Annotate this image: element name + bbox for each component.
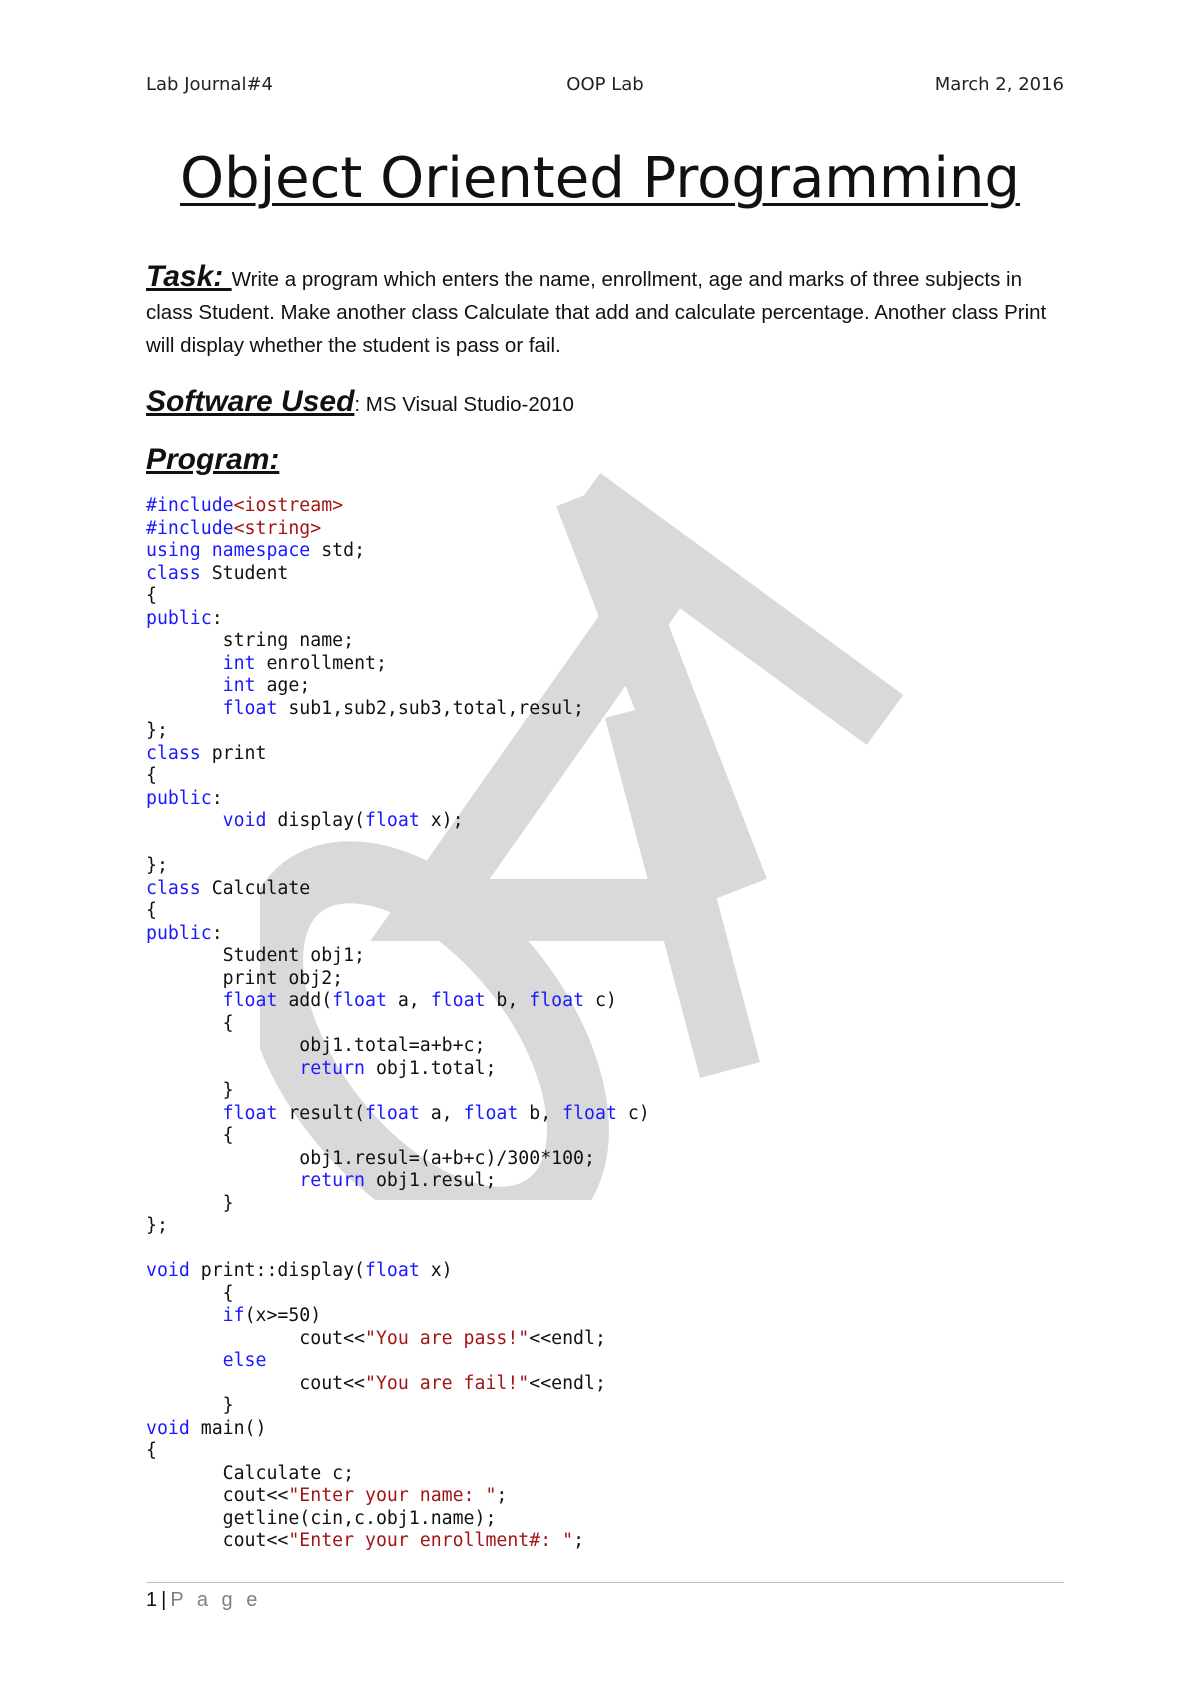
code-line [146,653,1066,676]
code-text: <<endl; [529,1372,606,1394]
code-text: obj1.resul; [365,1170,497,1191]
code-text: x) [419,1260,453,1281]
code-text [146,1170,299,1191]
page-footer [146,1589,261,1612]
code-line [146,585,1066,608]
code-string: "Enter your name: " [288,1485,497,1506]
code-keyword: float [365,1260,420,1281]
code-line [146,698,1066,721]
code-text: Student [200,562,289,584]
software-value: MS Visual Studio-2010 [360,393,574,416]
code-text: } [146,1080,234,1101]
code-text: b, [518,1102,563,1124]
code-line [146,878,1066,901]
code-string: "You are fail!" [365,1372,530,1394]
code-line [146,990,1066,1013]
code-text: }; [146,720,168,741]
code-string: <iostream> [233,495,344,516]
code-keyword: public [146,607,212,629]
code-keyword: float [222,1102,278,1124]
code-keyword: namespace [211,540,311,561]
code-text [146,675,223,696]
code-text: b, [485,990,530,1011]
software-separator: : [354,393,361,416]
code-text: : [211,922,223,944]
code-line [146,765,1066,788]
code-keyword: #include [146,495,234,516]
code-text: }; [146,855,168,876]
code-text: }; [146,1215,168,1236]
code-keyword: if [222,1305,245,1326]
code-keyword: using [146,540,201,561]
code-keyword: return [299,1170,366,1191]
code-text [146,810,223,831]
code-text: { [146,1012,234,1034]
code-line [146,810,1066,833]
code-text: add( [277,990,333,1011]
code-text: getline(cin,c.obj1.name); [146,1507,497,1529]
code-line [146,720,1066,743]
code-text: cout<< [146,1485,289,1506]
code-text: print [200,742,267,764]
code-text: Calculate [200,877,311,899]
page-header [146,74,1064,100]
code-text [146,653,223,674]
code-keyword: float [365,810,420,831]
task-label: Task: [146,260,232,293]
code-text: { [146,1440,157,1461]
code-text [146,1058,299,1079]
code-line [146,1058,1066,1081]
code-keyword: int [222,675,256,696]
code-text: c) [616,1102,650,1124]
code-keyword: class [146,562,201,584]
code-line [146,968,1066,991]
code-line [146,563,1066,586]
code-keyword: public [146,922,212,944]
code-text: : [211,607,223,629]
code-keyword: return [299,1057,366,1079]
code-text: string name; [146,630,355,651]
code-text: print obj2; [146,967,344,989]
code-text: ; [573,1530,585,1551]
code-keyword: else [222,1350,267,1371]
header-left-text: Lab Journal#4 [146,74,273,95]
code-line [146,1508,1066,1531]
code-line [146,1283,1066,1306]
code-text: a, [419,1102,464,1124]
code-text: obj1.resul=(a+b+c)/300*100; [146,1147,595,1169]
code-line [146,1418,1066,1441]
code-line [146,495,1066,518]
code-text: { [146,1282,234,1304]
code-line [146,1193,1066,1216]
code-text: std; [310,540,366,561]
code-line [146,1350,1066,1373]
code-line [146,1238,1066,1261]
code-text: <<endl; [529,1327,606,1349]
software-label: Software Used [146,385,355,418]
code-text: } [146,1395,234,1416]
code-keyword: float [222,697,278,719]
page-number: 1 [146,1589,158,1611]
code-keyword: float [332,990,387,1011]
code-line [146,833,1066,856]
code-text: { [146,765,157,786]
header-center-text: OOP Lab [566,74,644,95]
code-text [146,1103,223,1124]
code-text: : [211,787,223,809]
code-line [146,1485,1066,1508]
code-line [146,1125,1066,1148]
code-text: obj1.total; [365,1057,497,1079]
code-line [146,1215,1066,1238]
code-text: } [146,1192,234,1214]
code-text: x); [419,810,464,831]
task-paragraph [146,260,1066,362]
code-keyword: float [430,990,486,1011]
code-line [146,1035,1066,1058]
code-line [146,1103,1066,1126]
code-keyword: float [222,990,278,1011]
code-line [146,1440,1066,1463]
code-block [146,495,1066,1553]
footer-divider [146,1582,1064,1583]
code-text: { [146,585,157,606]
code-text [146,1305,223,1326]
code-text [146,990,223,1011]
code-keyword: class [146,877,201,899]
document-title-text: Object Oriented Programming [180,146,1020,211]
software-used [146,382,1066,425]
code-line [146,1170,1066,1193]
header-date: March 2, 2016 [934,74,1064,95]
code-keyword: float [365,1102,420,1124]
code-line [146,675,1066,698]
code-text [146,1350,223,1371]
code-line [146,1080,1066,1103]
code-text: (x>=50) [244,1305,322,1326]
code-text: Calculate c; [146,1462,355,1484]
code-text: ; [496,1485,508,1506]
code-keyword: #include [146,517,234,539]
code-text: obj1.total=a+b+c; [146,1035,486,1056]
code-text: result( [277,1102,366,1124]
code-keyword: public [146,787,212,809]
code-text: { [146,900,157,921]
task-text: Write a program which enters the name, enrollment, age and marks of three subjects in class Student. Make another class Calculate that add and calculate percentage. Another class Print will display whether the student is pass or fail. [146,268,1047,357]
code-text [201,540,212,561]
code-string: "You are pass!" [365,1327,530,1349]
code-line [146,630,1066,653]
code-line [146,900,1066,923]
code-keyword: void [146,1260,190,1281]
code-text: cout<< [146,1327,365,1349]
code-text: cout<< [146,1530,289,1551]
code-string: <string> [233,517,322,539]
code-text: display( [266,810,366,831]
code-text: enrollment; [255,652,387,674]
code-keyword: int [222,652,256,674]
code-line [146,923,1066,946]
code-line [146,1395,1066,1418]
code-line [146,1260,1066,1283]
code-text: age; [255,675,311,696]
code-text [146,698,223,719]
program-heading: Program: [146,443,280,476]
code-text: sub1,sub2,sub3,total,resul; [277,697,585,719]
code-line [146,518,1066,541]
code-text: c) [584,990,617,1011]
code-line [146,608,1066,631]
document-title [0,145,1200,213]
code-line [146,743,1066,766]
code-text: a, [386,990,431,1011]
code-line [146,788,1066,811]
code-text: Student obj1; [146,945,365,966]
code-text: cout<< [146,1372,365,1394]
code-keyword: float [562,1102,617,1124]
code-keyword: class [146,742,201,764]
code-line [146,1305,1066,1328]
code-text: main() [189,1417,267,1439]
code-keyword: float [529,990,585,1011]
code-line [146,1328,1066,1351]
code-line [146,540,1066,563]
code-text: { [146,1125,234,1146]
page-label: P a g e [170,1589,262,1611]
code-keyword: void [222,810,267,831]
code-line [146,855,1066,878]
code-line [146,1530,1066,1553]
code-line [146,1463,1066,1486]
code-keyword: float [463,1102,519,1124]
code-line [146,945,1066,968]
code-line [146,1148,1066,1171]
code-text: print::display( [189,1260,366,1281]
code-keyword: void [146,1417,190,1439]
code-line [146,1373,1066,1396]
code-string: "Enter your enrollment#: " [288,1530,574,1551]
code-line [146,1013,1066,1036]
footer-separator: | [161,1589,167,1611]
